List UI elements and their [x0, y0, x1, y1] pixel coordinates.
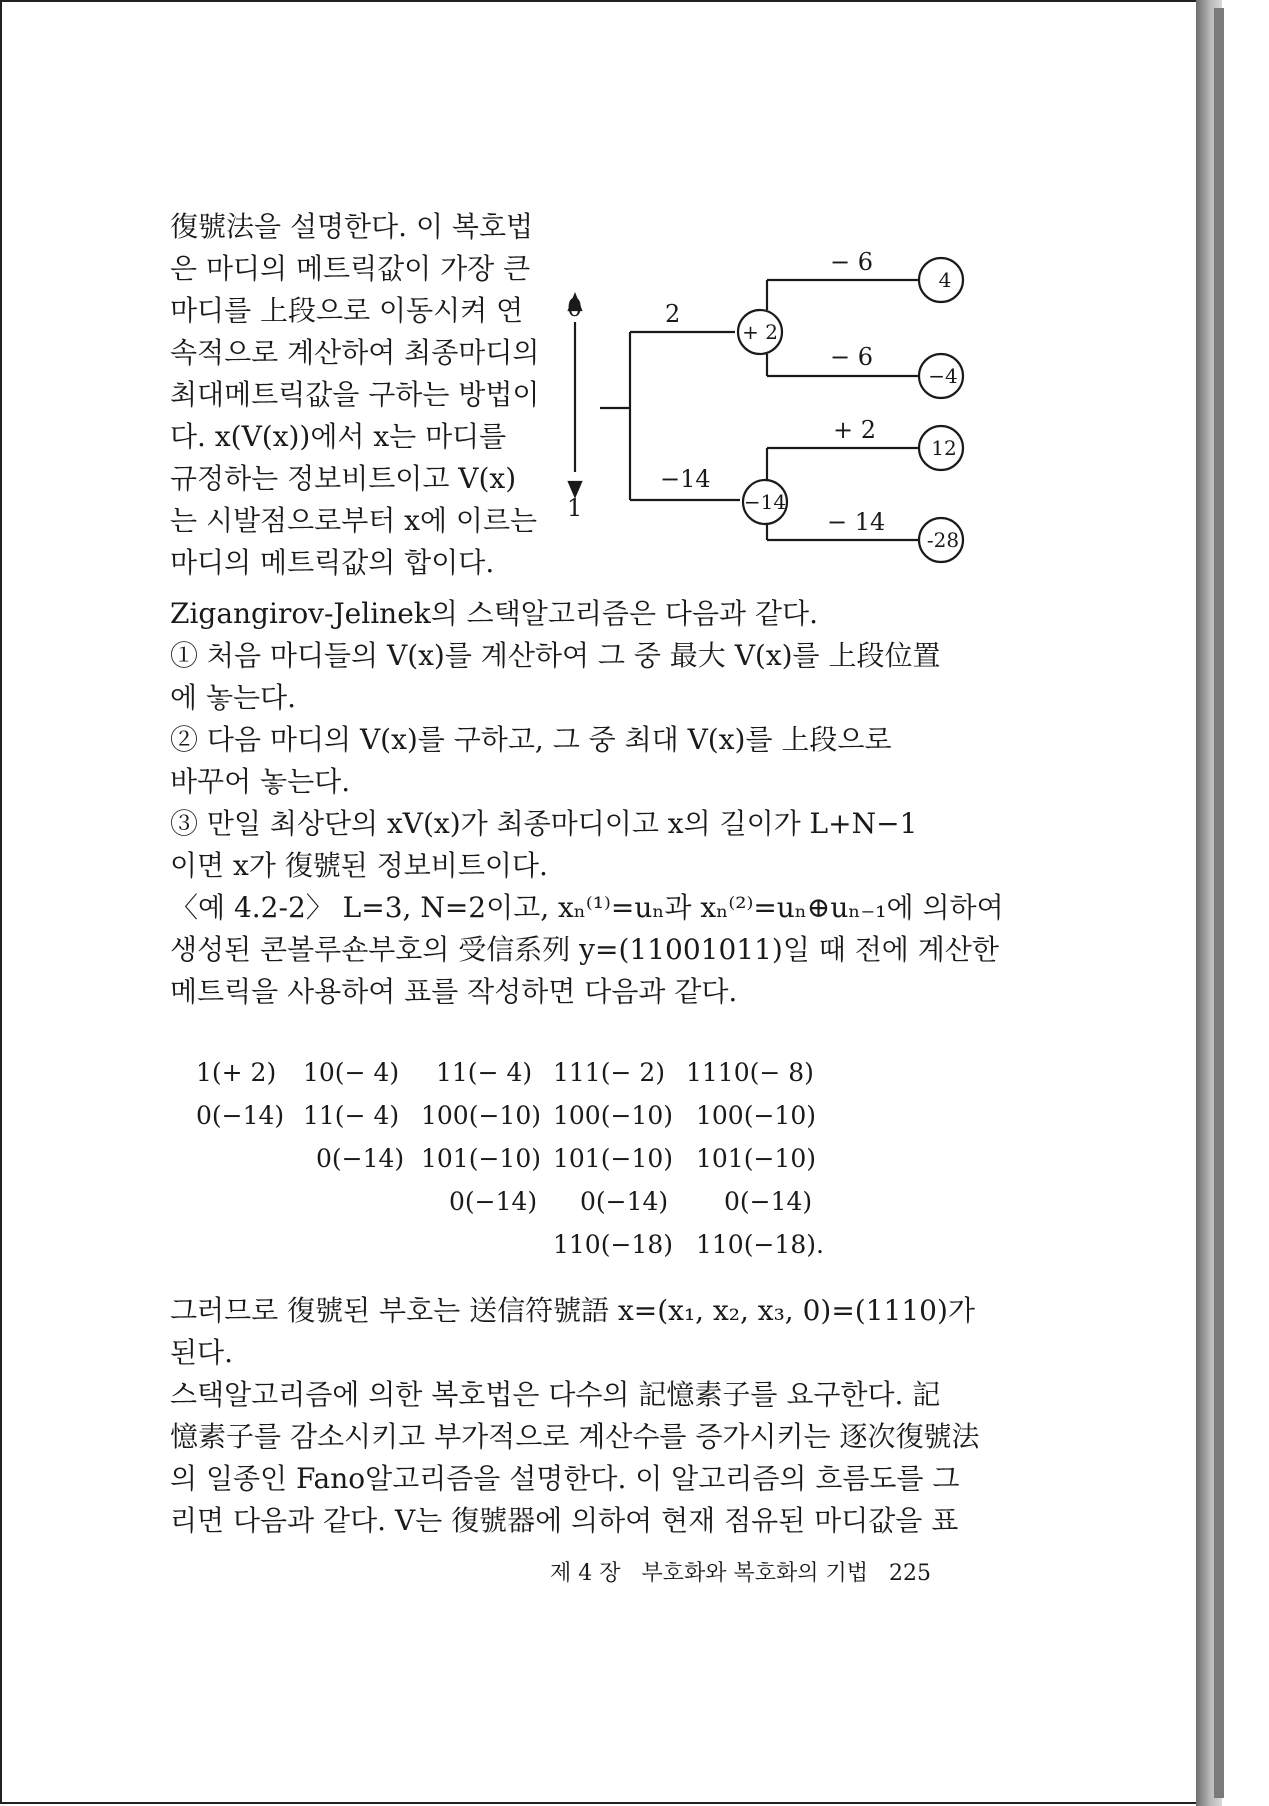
- table-cell: 110(−18).: [696, 1230, 824, 1259]
- body-line: 된다.: [170, 1336, 233, 1369]
- page-footer: [550, 1556, 945, 1587]
- body-line: 바꾸어 놓는다.: [170, 765, 351, 798]
- intro-line: 다. x(V(x))에서 x는 마디를: [170, 420, 507, 453]
- table-cell: 1110(− 8): [686, 1058, 814, 1087]
- table-cell: 1(+ 2): [196, 1058, 277, 1087]
- body-line: 이면 x가 復號된 정보비트이다.: [170, 849, 548, 882]
- footer-title: 부호화와 복호화의 기법: [641, 1561, 869, 1586]
- body-line: 〈예 4.2-2〉 L=3, N=2이고, xₙ⁽¹⁾=uₙ과 xₙ⁽²⁾=uₙ⊕uₙ₋₁에 의하여: [170, 891, 1004, 924]
- body-line: 생성된 콘볼루숀부호의 受信系列 y=(11001011)일 때 전에 계산한: [170, 933, 999, 966]
- metric-tree-diagram: [555, 240, 975, 580]
- body-line: ② 다음 마디의 V(x)를 구하고, 그 중 최대 V(x)를 上段으로: [170, 723, 892, 756]
- node-value: + 2: [742, 320, 778, 344]
- intro-line: 은 마디의 메트릭값이 가장 큰: [170, 252, 531, 285]
- intro-line: 마디의 메트릭값의 합이다.: [170, 546, 495, 579]
- branch-label: + 2: [833, 416, 877, 444]
- body-line: ③ 만일 최상단의 xV(x)가 최종마디이고 x의 길이가 L+N−1: [170, 807, 918, 840]
- branch-label: − 14: [827, 508, 886, 536]
- table-cell: 0(−14): [724, 1187, 813, 1216]
- table-cell: 0(−14): [316, 1144, 405, 1173]
- intro-line: 규정하는 정보비트이고 V(x): [170, 462, 517, 495]
- body-line: 스택알고리즘에 의한 복호법은 다수의 記憶素子를 요구한다. 記: [170, 1378, 941, 1411]
- table-cell: 0(−14): [196, 1101, 285, 1130]
- footer-chapter: 제 4 장: [550, 1561, 621, 1586]
- intro-line: 속적으로 계산하여 최종마디의: [170, 336, 540, 369]
- node-value: -28: [926, 528, 960, 552]
- branch-label: − 6: [830, 248, 874, 276]
- intro-paragraph: [170, 206, 539, 584]
- table-cell: 100(−10): [696, 1101, 816, 1130]
- intro-line: 는 시발점으로부터 x에 이르는: [170, 504, 538, 537]
- table-cell: 101(−10): [696, 1144, 816, 1173]
- table-cell: 110(−18): [553, 1230, 673, 1259]
- table-cell: 100(−10): [421, 1101, 541, 1130]
- branch-label: −14: [660, 465, 711, 493]
- node-value: −4: [928, 364, 958, 388]
- branch-label: − 6: [830, 343, 874, 371]
- body-line: ① 처음 마디들의 V(x)를 계산하여 그 중 最大 V(x)를 上段位置: [170, 639, 941, 672]
- node-value: 12: [931, 436, 957, 460]
- body-line: 그러므로 復號된 부호는 送信符號語 x=(x₁, x₂, x₃, 0)=(1110)가: [170, 1294, 975, 1327]
- body-line: 메트릭을 사용하여 표를 작성하면 다음과 같다.: [170, 975, 738, 1008]
- table-cell: 100(−10): [553, 1101, 673, 1130]
- body-paragraph-1: [170, 593, 1004, 1013]
- body-paragraph-2: [170, 1290, 990, 1542]
- body-line: 리면 다음과 같다. V는 復號器에 의하여 현재 점유된 마디값을 표: [170, 1504, 959, 1537]
- axis-top-label: 0: [567, 294, 583, 322]
- intro-line: 마디를 上段으로 이동시켜 연: [170, 294, 524, 327]
- table-cell: 101(−10): [421, 1144, 541, 1173]
- table-cell: 0(−14): [449, 1187, 538, 1216]
- table-cell: 101(−10): [553, 1144, 673, 1173]
- body-line: 에 놓는다.: [170, 681, 296, 714]
- table-cell: 11(− 4): [303, 1101, 400, 1130]
- table-cell: 11(− 4): [436, 1058, 533, 1087]
- body-line: 憶素子를 감소시키고 부가적으로 계산수를 증가시키는 逐次復號法: [170, 1420, 980, 1453]
- page-edge-shadow-inner: [1214, 8, 1224, 1798]
- table-cell: 111(− 2): [553, 1058, 666, 1087]
- table-cell: 0(−14): [580, 1187, 669, 1216]
- axis-bottom-label: 1: [567, 494, 583, 522]
- branch-label: 2: [665, 300, 681, 328]
- table-cell: 10(− 4): [303, 1058, 400, 1087]
- intro-line: 최대메트릭값을 구하는 방법이: [170, 378, 540, 411]
- page-number: 225: [889, 1561, 932, 1586]
- node-value: 4: [938, 268, 952, 292]
- body-line: 의 일종인 Fano알고리즘을 설명한다. 이 알고리즘의 흐름도를 그: [170, 1462, 960, 1495]
- node-value: −14: [743, 490, 787, 514]
- body-line: Zigangirov-Jelinek의 스택알고리즘은 다음과 같다.: [170, 597, 818, 630]
- intro-line: 復號法을 설명한다. 이 복호법: [170, 210, 534, 243]
